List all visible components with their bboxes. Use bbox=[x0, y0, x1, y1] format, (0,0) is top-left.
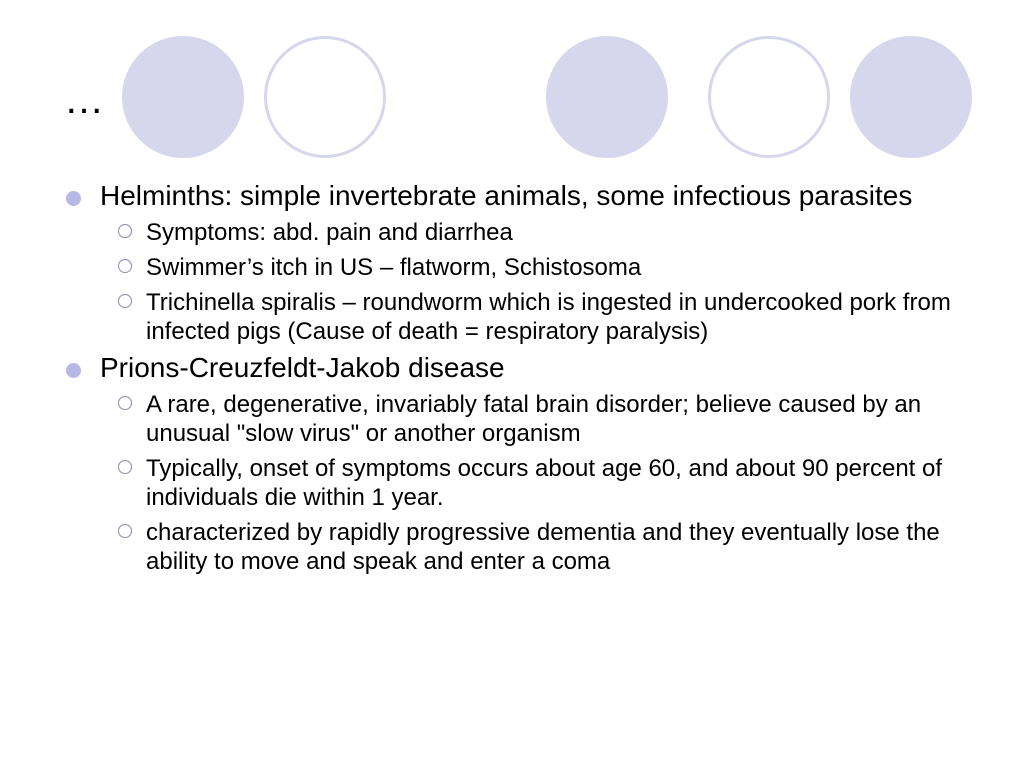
sub-bullet-text: A rare, degenerative, invariably fatal brain disorder; believe caused by an unusual "slow virus" or another organism bbox=[146, 391, 922, 447]
decor-circle-filled-icon bbox=[546, 36, 668, 158]
bullet-text: Prions-Creuzfeldt-Jakob disease bbox=[100, 352, 505, 383]
filled-circle-bullet-icon bbox=[66, 191, 81, 206]
sub-bullet-item bbox=[114, 253, 966, 282]
sub-bullet-list bbox=[114, 390, 966, 576]
sub-bullet-item bbox=[114, 390, 966, 448]
sub-bullet-text: Swimmer’s itch in US – flatworm, Schistosoma bbox=[146, 254, 642, 281]
sub-bullet-text: Typically, onset of symptoms occurs about age 60, and about 90 percent of individuals die within 1 year. bbox=[146, 455, 943, 511]
hollow-circle-bullet-icon bbox=[118, 259, 132, 273]
hollow-circle-bullet-icon bbox=[118, 294, 132, 308]
decor-circle-filled-icon bbox=[850, 36, 972, 158]
bullet-item bbox=[66, 180, 966, 212]
hollow-circle-bullet-icon bbox=[118, 524, 132, 538]
sub-bullet-text: characterized by rapidly progressive dementia and they eventually lose the ability to move and speak and enter a coma bbox=[146, 519, 940, 575]
decor-circle-outline-icon bbox=[708, 36, 830, 158]
sub-bullet-item bbox=[114, 518, 966, 576]
hollow-circle-bullet-icon bbox=[118, 224, 132, 238]
sub-bullet-item bbox=[114, 288, 966, 346]
decor-circle-filled-icon bbox=[122, 36, 244, 158]
slide-title: … bbox=[64, 78, 104, 122]
sub-bullet-item bbox=[114, 218, 966, 247]
decor-circle-outline-icon bbox=[264, 36, 386, 158]
filled-circle-bullet-icon bbox=[66, 363, 81, 378]
slide-body bbox=[66, 180, 966, 582]
bullet-text: Helminths: simple invertebrate animals, some infectious parasites bbox=[100, 180, 913, 211]
sub-bullet-list bbox=[114, 218, 966, 346]
bullet-item bbox=[66, 352, 966, 384]
hollow-circle-bullet-icon bbox=[118, 396, 132, 410]
sub-bullet-text: Trichinella spiralis – roundworm which is ingested in undercooked pork from infected pigs (Cause of death = respiratory paralysis) bbox=[146, 289, 951, 345]
hollow-circle-bullet-icon bbox=[118, 460, 132, 474]
sub-bullet-text: Symptoms: abd. pain and diarrhea bbox=[146, 219, 513, 246]
sub-bullet-item bbox=[114, 454, 966, 512]
